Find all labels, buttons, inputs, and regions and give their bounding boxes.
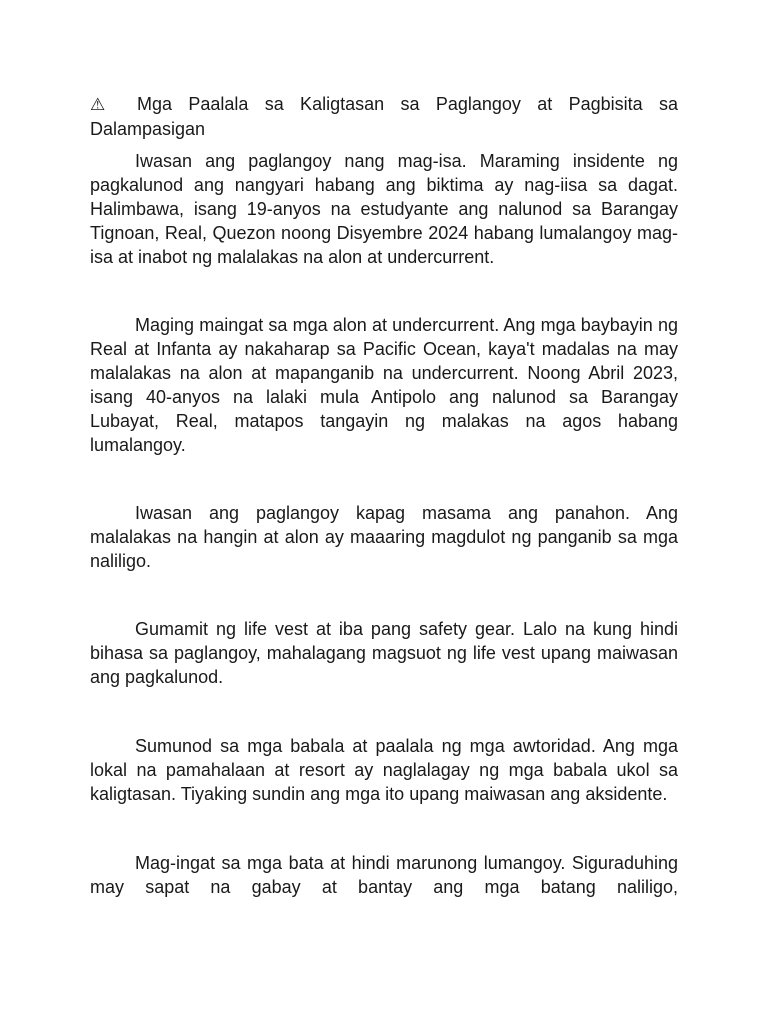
paragraph-spacer <box>90 573 678 617</box>
paragraph-alone: Iwasan ang paglangoy nang mag-isa. Maraming insidente ng pagkalunod ang nangyari habang ang biktima ay nag-iisa sa dagat. Halimbawa, isang 19-anyos na estudyante ang nalunod sa Barangay Tignoan, Real, Quezon noong Disyembre 2024 habang lumalangoy mag-isa at inabot ng malalakas na alon at undercurrent. <box>90 151 678 267</box>
paragraph-spacer <box>90 457 678 501</box>
warning-icon: ⚠ <box>90 95 117 115</box>
document-title-text: Mga Paalala sa Kaligtasan sa Paglangoy at Pagbisita sa Dalampasigan <box>90 94 678 139</box>
paragraph-authorities: Sumunod sa mga babala at paalala ng mga awtoridad. Ang mga lokal na pamahalaan at resort ay naglalagay ng mga babala ukol sa kaligtasan. Tiyaking sundin ang mga ito upang maiwasan ang aksidente. <box>90 736 678 804</box>
paragraph-spacer <box>90 806 678 851</box>
paragraph-waves: Maging maingat sa mga alon at undercurrent. Ang mga baybayin ng Real at Infanta ay nakaharap sa Pacific Ocean, kaya't madalas na may malalakas na alon at mapanganib na undercurrent. Noong Abril 2023, isang 40-anyos na lalaki mula Antipolo ang nalunod sa Barangay Lubayat, Real, matapos tangayin ng malakas na agos habang lumalangoy. <box>90 315 678 455</box>
paragraph-children: Mag-ingat sa mga bata at hindi marunong lumangoy. Siguraduhing may sapat na gabay at bantay ang mga batang naliligo, <box>90 853 678 897</box>
document-title <box>90 92 678 141</box>
paragraph-spacer <box>90 269 678 313</box>
paragraph-spacer <box>90 689 678 734</box>
paragraph-life-vest: Gumamit ng life vest at iba pang safety gear. Lalo na kung hindi bihasa sa paglangoy, mahalagang magsuot ng life vest upang maiwasan ang pagkalunod. <box>90 619 678 687</box>
paragraph-weather: Iwasan ang paglangoy kapag masama ang panahon. Ang malalakas na hangin at alon ay maaaring magdulot ng panganib sa mga naliligo. <box>90 503 678 571</box>
document-body <box>90 92 678 899</box>
